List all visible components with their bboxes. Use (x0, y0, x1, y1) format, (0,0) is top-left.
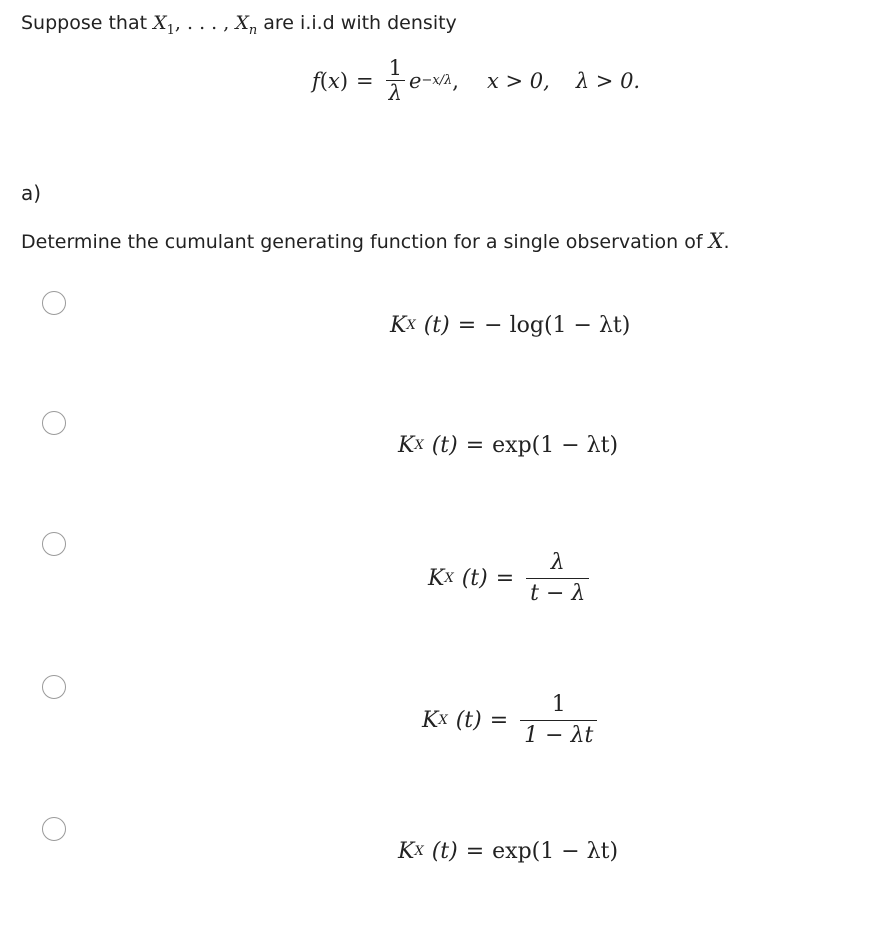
option-4-formula[interactable] (422, 690, 601, 751)
option-4-numerator: 1 (551, 692, 566, 717)
density-condition-x: x > 0, (486, 68, 550, 93)
var-xn: X (235, 12, 249, 34)
variable-sequence (153, 12, 258, 38)
option-5-sub: X (414, 844, 424, 859)
option-1-k: K (390, 313, 407, 338)
option-5-rhs: exp(1 − λt) (492, 839, 619, 864)
option-5-arg: (t) (431, 839, 458, 864)
option-5-formula[interactable] (398, 839, 618, 864)
intro-suffix: are i.i.d with density (257, 12, 457, 34)
option-3-k: K (428, 566, 445, 591)
option-4-sub: X (438, 713, 448, 728)
option-5-radio[interactable] (42, 817, 66, 841)
density-formula: f ( x ) = $\frac{1}{\lambda}$ e −x/λ , x > 0, λ > 0. (312, 56, 641, 105)
option-2-k: K (398, 433, 415, 458)
option-1-radio[interactable] (42, 291, 66, 315)
option-4-denominator: 1 − λt (520, 720, 597, 751)
part-label: a) (21, 181, 42, 205)
option-3-arg: (t) (461, 566, 488, 591)
option-1-equals: = (457, 313, 477, 338)
question-var-x: X (708, 229, 724, 253)
option-2-rhs: exp(1 − λt) (492, 433, 619, 458)
density-denominator: λ (386, 80, 405, 105)
option-4-radio[interactable] (42, 675, 66, 699)
option-5-k: K (398, 839, 415, 864)
option-1-rhs: − log(1 − λt) (484, 313, 631, 338)
density-e: e (409, 68, 422, 93)
option-2-radio[interactable] (42, 411, 66, 435)
option-3-sub: X (444, 571, 454, 586)
option-2-sub: X (414, 438, 424, 453)
option-1-arg: (t) (423, 313, 450, 338)
option-4-fraction (520, 690, 597, 751)
density-fraction (386, 56, 405, 105)
option-4-equals: = (489, 708, 509, 733)
option-4-arg: (t) (455, 708, 482, 733)
option-3-fraction (526, 548, 589, 609)
option-3-equals: = (495, 566, 515, 591)
option-1-formula[interactable] (390, 313, 630, 338)
option-3-radio[interactable] (42, 532, 66, 556)
option-1-sub: X (406, 318, 416, 333)
option-2-formula[interactable] (398, 433, 618, 458)
density-condition-lambda: λ > 0. (575, 68, 641, 93)
density-numerator: 1 (388, 56, 403, 80)
option-4-k: K (422, 708, 439, 733)
density-close-paren: ) (339, 68, 349, 93)
density-equals: = (356, 68, 374, 93)
ellipsis: , . . . , (174, 12, 236, 34)
subscript-n: n (248, 23, 258, 38)
option-3-numerator: λ (550, 550, 565, 575)
density-f: f (312, 68, 320, 93)
option-3-formula[interactable] (428, 548, 593, 609)
density-open-paren: ( (319, 68, 328, 93)
option-3-denominator: t − λ (526, 578, 589, 609)
intro-prefix: Suppose that (21, 12, 154, 34)
option-2-arg: (t) (431, 433, 458, 458)
option-5-equals: = (465, 839, 485, 864)
subscript-1: 1 (166, 23, 175, 38)
question-period: . (723, 231, 730, 253)
density-exponent: −x/λ (421, 73, 453, 88)
question-text (21, 229, 730, 253)
option-2-equals: = (465, 433, 485, 458)
density-x: x (327, 68, 340, 93)
question-body: Determine the cumulant generating function for a single observation of (21, 231, 709, 253)
var-x1: X (153, 12, 167, 34)
intro-text (21, 10, 457, 44)
